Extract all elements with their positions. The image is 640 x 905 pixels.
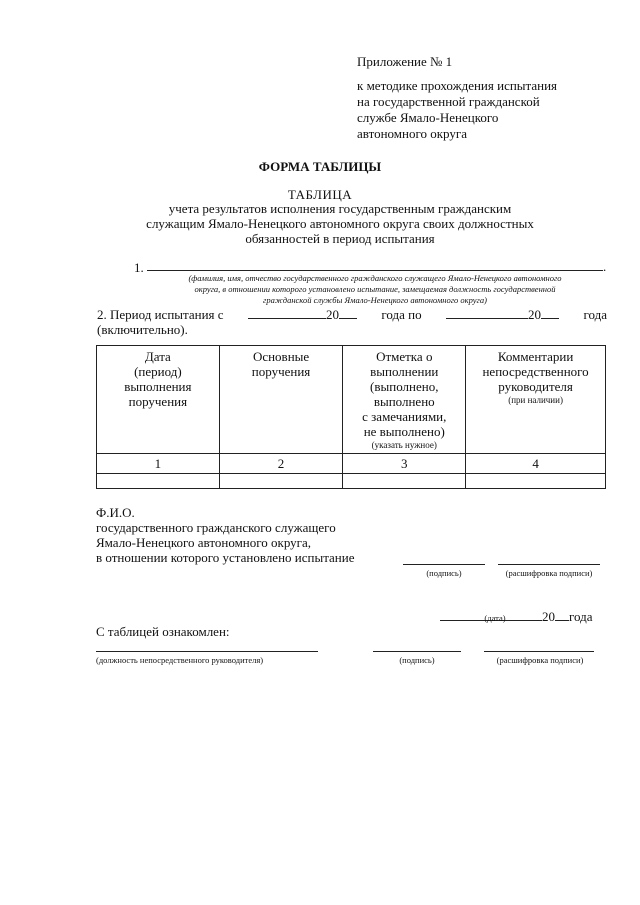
table-cell[interactable]	[97, 474, 220, 489]
date-year: 20	[542, 609, 555, 624]
employee-signature-field[interactable]	[403, 564, 485, 565]
employee-name-note	[140, 273, 610, 306]
note-line: округа, в отношении которого установлено испытание, замещаемая должность государственной	[194, 284, 556, 294]
header-text: Основные поручения	[251, 349, 311, 379]
subtitle-line: служащим Ямало-Ненецкого автономного округа своих должностных	[146, 216, 534, 231]
fio-line: Ямало-Ненецкого автономного округа,	[96, 535, 312, 550]
table-cell[interactable]	[219, 474, 343, 489]
header-text: Отметка о выполнении (выполнено, выполнено с замечаниями, не выполнено)	[362, 349, 447, 439]
fio-label: Ф.И.О.	[96, 505, 135, 520]
appendix-line: на государственной гражданской	[357, 94, 540, 109]
appendix-reference	[357, 78, 557, 142]
period-middle-label: года по	[381, 307, 422, 322]
position-note: (должность непосредственного руководителя)	[96, 655, 264, 665]
table-cell[interactable]	[466, 474, 606, 489]
table-row	[97, 474, 606, 489]
appendix-block	[357, 54, 557, 142]
table-number-row	[97, 454, 606, 474]
fio-line: в отношении которого установлено испытание	[96, 550, 355, 565]
form-title: ФОРМА ТАБЛИЦЫ	[258, 159, 382, 174]
item1-number: 1.	[134, 260, 144, 275]
year-label: 20	[528, 307, 542, 322]
supervisor-position-field[interactable]	[96, 651, 318, 652]
header-completion-mark	[343, 346, 466, 454]
employee-signature-decode-field[interactable]	[498, 564, 600, 565]
period-from-field[interactable]	[248, 307, 357, 322]
acquainted-label: С таблицей ознакомлен:	[96, 624, 230, 639]
period-end-label: года	[583, 307, 607, 322]
appendix-line: к методике прохождения испытания	[357, 78, 558, 93]
header-text: Дата (период) выполнения поручения	[124, 349, 192, 409]
header-assignments	[219, 346, 343, 454]
date-note: (дата)	[484, 613, 506, 623]
item1-end-mark: .	[603, 259, 607, 274]
header-note: (указать нужное)	[371, 440, 437, 450]
fio-line: государственного гражданского служащего	[96, 520, 336, 535]
signature-decode-note: (расшифровка подписи)	[496, 655, 584, 665]
column-number: 4	[466, 454, 606, 474]
signature-note: (подпись)	[399, 655, 435, 665]
supervisor-signature-decode-field[interactable]	[484, 651, 594, 652]
supervisor-signature-field[interactable]	[373, 651, 461, 652]
header-comments	[466, 346, 606, 454]
subtitle-line: обязанностей в период испытания	[245, 231, 435, 246]
table-heading: ТАБЛИЦА	[287, 187, 353, 202]
appendix-line: службе Ямало-Ненецкого	[357, 110, 499, 125]
results-table	[96, 345, 606, 489]
signature-note: (подпись)	[426, 568, 462, 578]
note-line: (фамилия, имя, отчество государственного гражданского служащего Ямало-Ненецкого автономного	[188, 273, 562, 283]
signature-decode-note: (расшифровка подписи)	[505, 568, 593, 578]
table-cell[interactable]	[343, 474, 466, 489]
period-start-label: 2. Период испытания с	[97, 307, 224, 322]
year-label: 20	[325, 307, 339, 322]
column-number: 2	[219, 454, 343, 474]
appendix-line: автономного округа	[357, 126, 467, 141]
table-header-row	[97, 346, 606, 454]
date-suffix: года	[569, 609, 593, 624]
period-inclusive: (включительно).	[97, 322, 188, 337]
employee-name-field[interactable]	[147, 270, 603, 271]
header-date	[97, 346, 220, 454]
column-number: 3	[343, 454, 466, 474]
appendix-title: Приложение № 1	[357, 54, 453, 69]
column-number: 1	[97, 454, 220, 474]
header-note: (при наличии)	[508, 395, 563, 405]
period-to-field[interactable]	[446, 307, 559, 322]
subtitle-line: учета результатов исполнения государственным гражданским	[168, 201, 512, 216]
note-line: гражданской службы Ямало-Ненецкого автономного округа)	[263, 295, 487, 305]
table-subtitle	[120, 201, 560, 246]
probation-period	[97, 307, 607, 337]
header-text: Комментарии непосредственного руководителя	[482, 349, 589, 394]
employee-signature-block	[96, 505, 355, 565]
